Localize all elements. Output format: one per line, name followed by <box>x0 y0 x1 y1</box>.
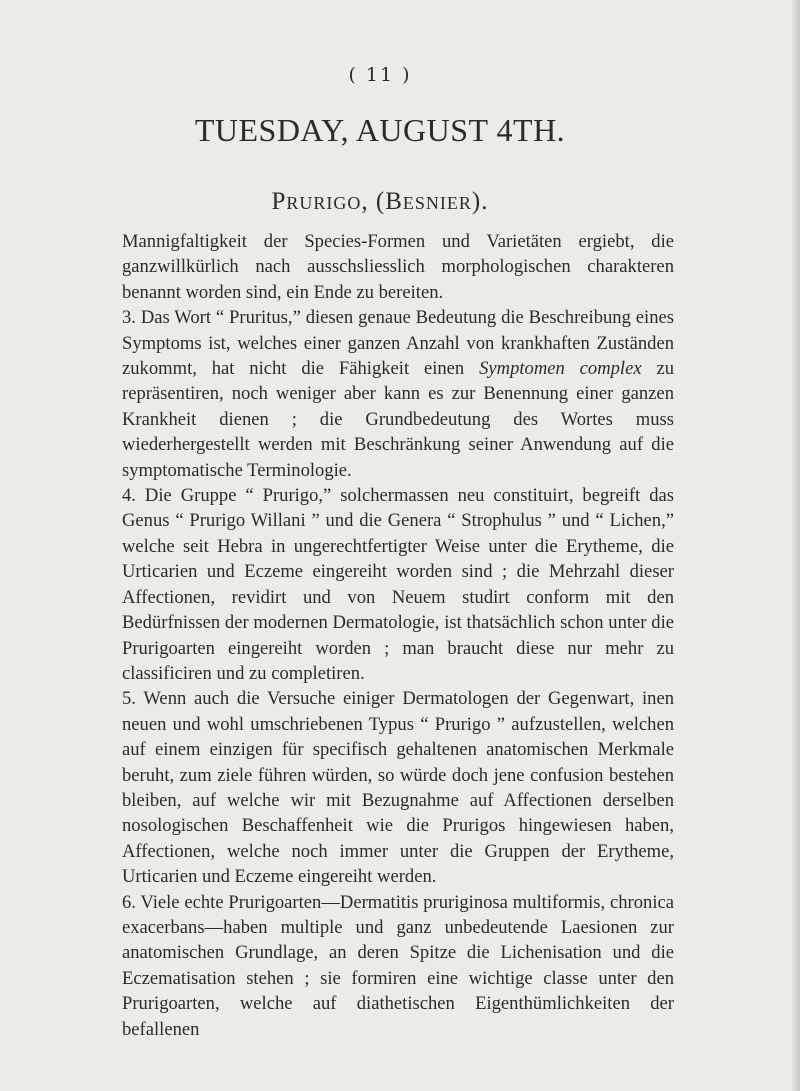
paragraph-4: 4. Die Gruppe “ Prurigo,” solchermassen neu constituirt, begreift das Genus “ Prurigo Willani ” und die Genera “ Strophulus ” und “ Lichen,” welche seit Hebra in ungerechtfertigter Weise unter die Erytheme, die Urticarien und Eczeme eingereiht worden sind ; die Mehrzahl dieser Affectionen, revidirt und von Neuem studirt conform mit den Bedürfnissen der modernen Dermatologie, ist thatsächlich schon unter die Prurigoarten eingereiht worden ; man braucht diese nur mehr zu classificiren und zu completiren. <box>122 485 674 684</box>
paragraph-3-text-before: 3. Das Wort “ Pruritus,” diesen genaue Bedeutung die Beschreibung eines Symptoms ist, welches einer ganzen Anzahl von krankhaften Zuständen zukommt, hat nicht die Fähigkeit einen <box>122 307 674 380</box>
paragraph-3 <box>122 305 674 483</box>
section-title: Prurigo, (Besnier). <box>271 188 489 215</box>
page-number: ( 11 ) <box>348 64 412 86</box>
paragraph-6: 6. Viele echte Prurigoarten—Dermatitis pruriginosa multiformis, chronica exacerbans—haben multiple und ganz unbedeutende Laesionen zur anatomischen Grundlage, an deren Spitze die Lichenisation und die Eczematisation stehen ; sie formiren eine wichtige classe unter den Prurigoarten, welche auf diathetischen Eigenthümlichkeiten der befallenen <box>122 891 674 1040</box>
paragraph-3-emphasis: Symptomen complex <box>479 358 642 380</box>
date-heading: TUESDAY, AUGUST 4TH. <box>194 112 566 148</box>
paragraph-1: Mannigfaltigkeit der Species-Formen und Varietäten ergiebt, die ganzwillkürlich nach ausschsliesslich morphologischen charakteren benannt worden sind, ein Ende zu bereiten. <box>122 231 674 303</box>
body-text <box>122 229 674 1042</box>
page-edge-shadow <box>792 0 800 1091</box>
paragraph-3-text-after: zu repräsentiren, noch weniger aber kann es zur Benennung einer ganzen Krankheit dienen ; die Grundbedeutung des Wortes muss wiederhergestellt werden mit Beschränkung seiner Anwendung auf die symptomatische Terminologie. <box>122 358 675 481</box>
paragraph-5: 5. Wenn auch die Versuche einiger Dermatologen der Gegenwart, inen neuen und wohl umschriebenen Typus “ Prurigo ” aufzustellen, welchen auf einem einzigen für specifisch gehaltenen anatomischen Merkmale beruht, zum ziele führen würden, so würde doch jene confusion bestehen bleiben, auf welche wir mit Bezugnahme auf Affectionen derselben nosologischen Beschaffenheit wie die Prurigos hingewiesen haben, Affectionen, welche noch immer unter die Gruppen der Erytheme, Urticarien und Eczeme eingereiht werden. <box>122 688 674 888</box>
